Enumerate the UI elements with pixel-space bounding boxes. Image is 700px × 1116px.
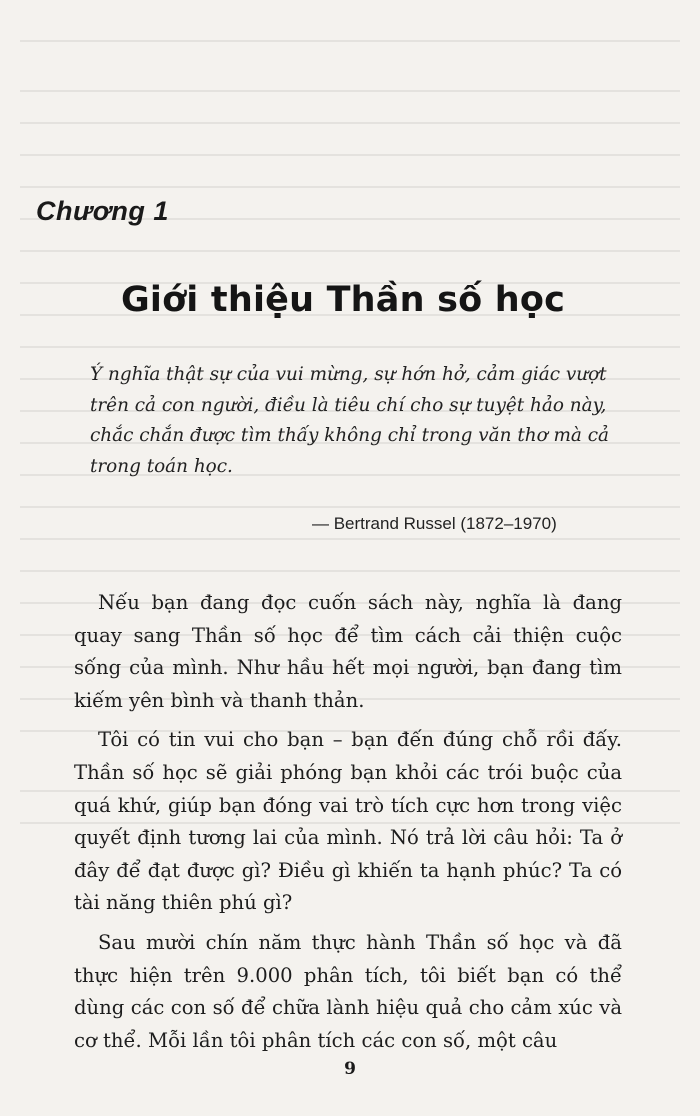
epigraph-quote: Ý nghĩa thật sự của vui mừng, sự hớn hở, cảm giác vượt trên cả con người, điều là tiêu chí cho sự tuyệt hảo này, chắc chắn được tìm thấy không chỉ trong văn thơ mà cả trong toán học. xyxy=(90,364,610,477)
paragraph: Sau mười chín năm thực hành Thần số học và đã thực hiện trên 9.000 phân tích, tôi biết bạn có thể dùng các con số để chữa lành hiệu quả cho cảm xúc và cơ thể. Mỗi lần tôi phân tích các con số, một câu xyxy=(74,930,622,1052)
chapter-label: Chương 1 xyxy=(36,196,169,226)
page-number: 9 xyxy=(344,1059,356,1079)
paragraph: Nếu bạn đang đọc cuốn sách này, nghĩa là đang quay sang Thần số học để tìm cách cải thiện cuộc sống của mình. Như hầu hết mọi người, bạn đang tìm kiếm yên bình và thanh thản. xyxy=(74,591,622,712)
body-text xyxy=(74,587,622,1064)
paragraph: Tôi có tin vui cho bạn – bạn đến đúng chỗ rồi đấy. Thần số học sẽ giải phóng bạn khỏi các trói buộc của quá khứ, giúp bạn đóng vai trò tích cực hơn trong việc quyết định tương lai của mình. Nó trả lời câu hỏi: Ta ở đây để đạt được gì? Điều gì khiến ta hạnh phúc? Ta có tài năng thiên phú gì? xyxy=(74,728,622,915)
chapter-title: Giới thiệu Thần số học xyxy=(120,280,566,320)
epigraph-attribution: — Bertrand Russel (1872–1970) xyxy=(312,514,557,533)
